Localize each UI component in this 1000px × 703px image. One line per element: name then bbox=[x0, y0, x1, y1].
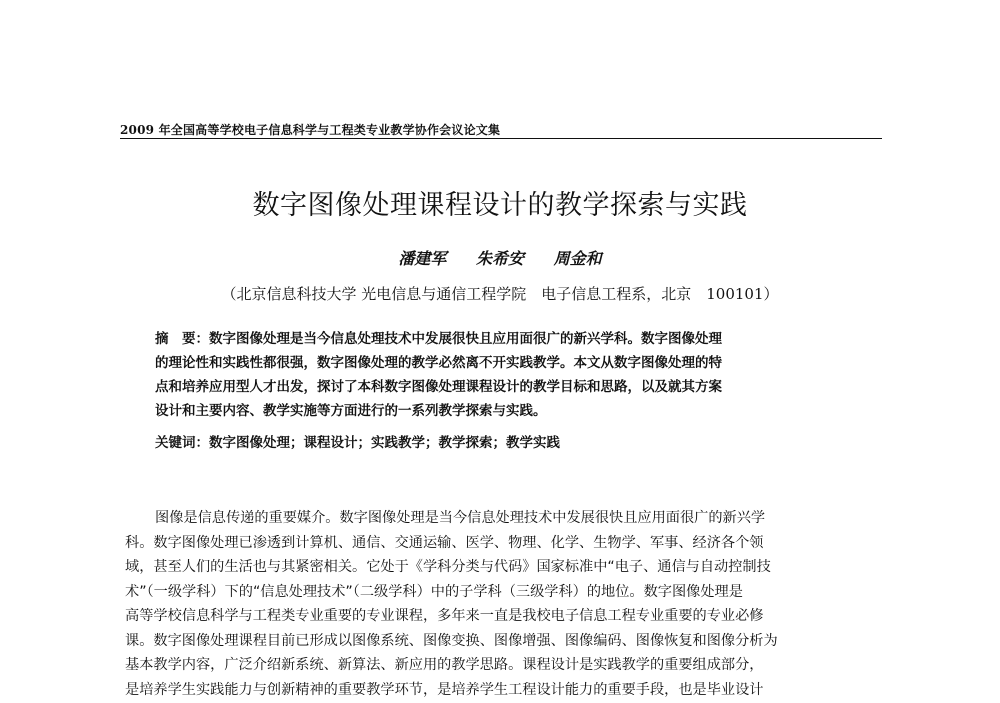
affiliation: （北京信息科技大学 光电信息与通信工程学院 电子信息工程系，北京 100101） bbox=[221, 285, 779, 303]
body-line: 是培养学生实践能力与创新精神的重要教学环节，是培养学生工程设计能力的重要手段，也是毕业设计 bbox=[125, 681, 764, 698]
author-name: 周金和 bbox=[553, 249, 602, 268]
body-paragraph bbox=[125, 506, 885, 702]
abstract-label: 摘 要： bbox=[155, 331, 209, 347]
abstract bbox=[155, 327, 855, 423]
body-line: 课。数字图像处理课程目前已形成以图像系统、图像变换、图像增强、图像编码、图像恢复和图像分析为 bbox=[125, 632, 778, 649]
keywords-text: 数字图像处理；课程设计；实践教学；教学探索；教学实践 bbox=[209, 435, 560, 451]
body-line: 图像是信息传递的重要媒介。数字图像处理是当今信息处理技术中发展很快且应用面很广的新兴学 bbox=[155, 510, 766, 526]
abstract-line: 设计和主要内容、教学实施等方面进行的一系列教学探索与实践。 bbox=[155, 403, 547, 419]
body-line: 域，甚至人们的生活也与其紧密相关。它处于《学科分类与代码》国家标准中“电子、通信与自动控制技 bbox=[125, 559, 771, 575]
header-rule bbox=[120, 138, 882, 139]
abstract-line bbox=[155, 327, 855, 351]
running-header: 2009 年全国高等学校电子信息科学与工程类专业教学协作会议论文集 bbox=[120, 123, 501, 137]
abstract-line: 点和培养应用型人才出发，探讨了本科数字图像处理课程设计的教学目标和思路，以及就其方案 bbox=[155, 379, 722, 395]
abstract-text: 数字图像处理是当今信息处理技术中发展很快且应用面很广的新兴学科。数字图像处理 bbox=[209, 331, 722, 347]
author-name: 朱希安 bbox=[475, 249, 524, 268]
body-line: 基本教学内容，广泛介绍新系统、新算法、新应用的教学思路。课程设计是实践教学的重要组成部分， bbox=[125, 657, 764, 673]
body-line: 术”（一级学科）下的“信息处理技术”（二级学科）中的子学科（三级学科）的地位。数字图像处理是 bbox=[125, 583, 743, 600]
paper-title: 数字图像处理课程设计的教学探索与实践 bbox=[252, 190, 748, 221]
body-line: 科。数字图像处理已渗透到计算机、通信、交通运输、医学、物理、化学、生物学、军事、经济各个领 bbox=[125, 534, 764, 551]
keywords bbox=[155, 431, 855, 451]
keywords-label: 关键词： bbox=[155, 435, 209, 451]
body-line: 高等学校信息科学与工程类专业重要的专业课程，多年来一直是我校电子信息工程专业重要的专业必修 bbox=[125, 608, 764, 624]
author-list bbox=[0, 246, 1000, 269]
author-name: 潘建军 bbox=[398, 249, 447, 268]
abstract-line: 的理论性和实践性都很强，数字图像处理的教学必然离不开实践教学。本文从数字图像处理的特 bbox=[155, 355, 722, 371]
